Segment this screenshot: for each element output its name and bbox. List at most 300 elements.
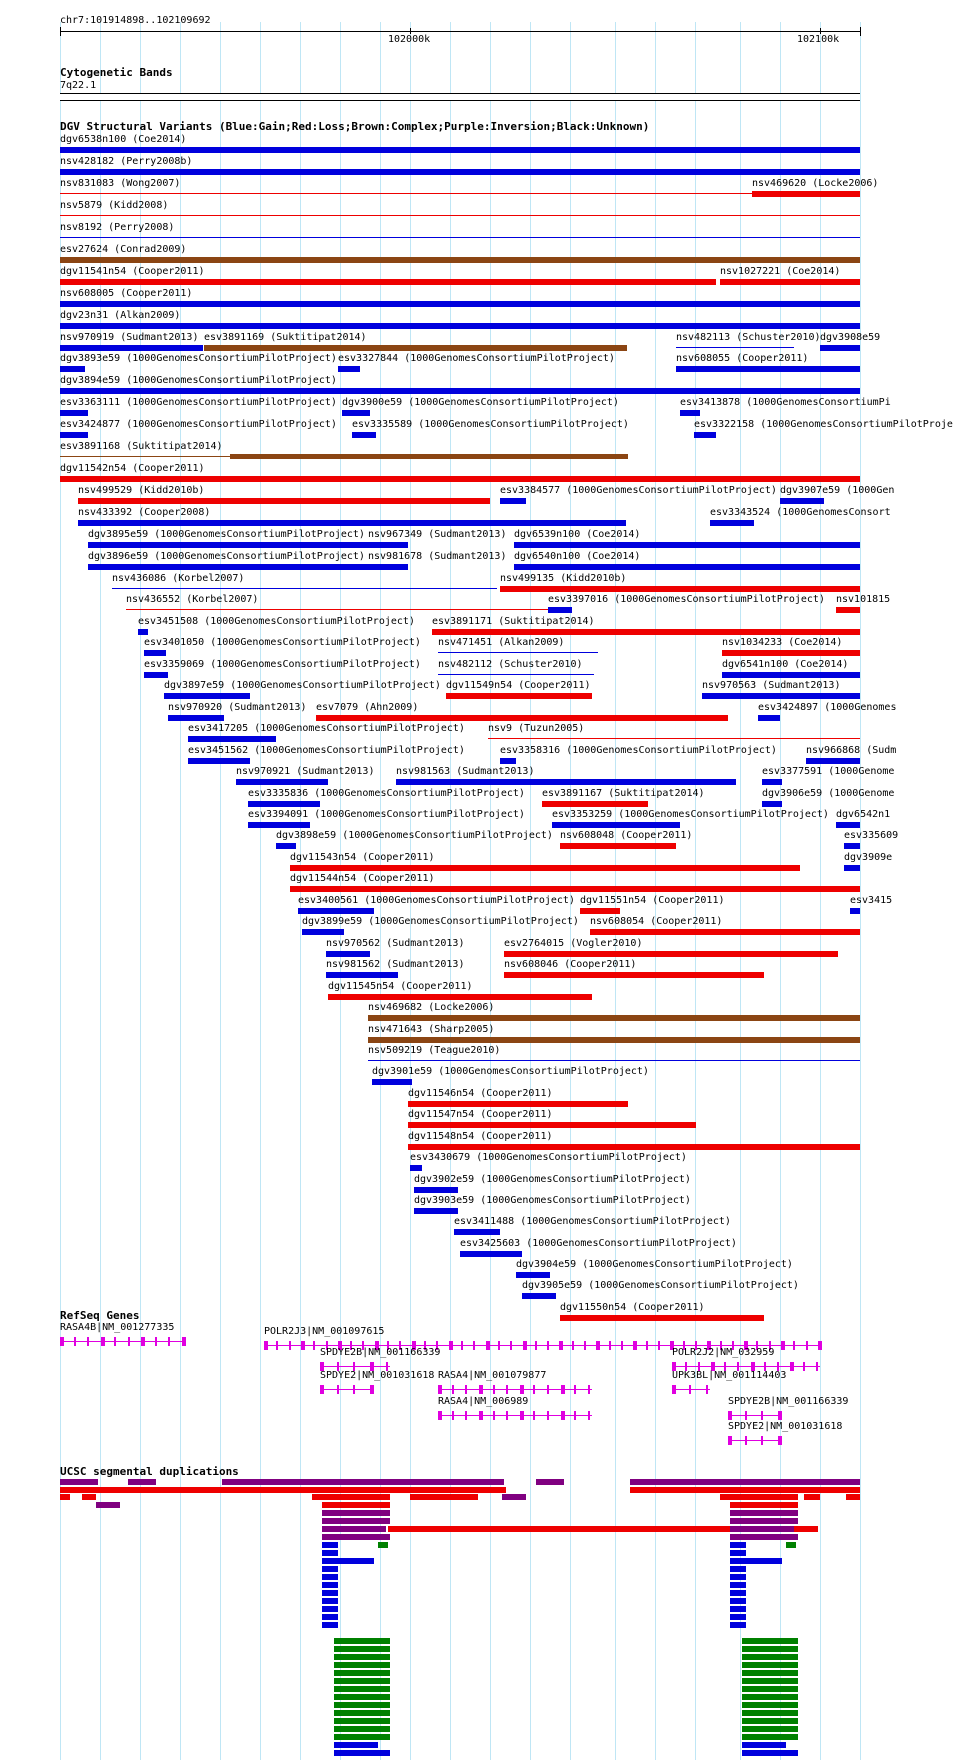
segdup-feature[interactable]	[322, 1566, 338, 1572]
refseq-gene-label: UPK3BL|NM_001114403	[672, 1370, 787, 1381]
dgv-feature-bar[interactable]	[694, 432, 716, 438]
refseq-track-title: RefSeq Genes	[60, 1309, 140, 1322]
gene-exon	[689, 1385, 691, 1394]
segdup-feature[interactable]	[730, 1622, 746, 1628]
segdup-feature[interactable]	[322, 1502, 390, 1508]
dgv-feature-bar[interactable]	[338, 366, 360, 372]
segdup-feature[interactable]	[786, 1542, 796, 1548]
segdup-feature[interactable]	[742, 1678, 798, 1684]
dgv-feature-label: nsv9 (Tuzun2005)	[488, 723, 585, 734]
dgv-feature-bar[interactable]	[60, 147, 860, 153]
gene-exon	[523, 1341, 527, 1350]
gene-exon	[588, 1411, 590, 1420]
gene-intron-line	[438, 1389, 592, 1390]
dgv-feature-bar[interactable]	[590, 929, 860, 935]
dgv-feature-bar[interactable]	[836, 607, 860, 613]
gene-exon	[561, 1385, 565, 1394]
dgv-feature-label: esv3411488 (1000GenomesConsortiumPilotProject)	[454, 1216, 731, 1227]
dgv-feature-bar[interactable]	[438, 652, 598, 653]
segdup-feature[interactable]	[334, 1750, 390, 1756]
gene-exon	[452, 1385, 454, 1394]
segdup-feature[interactable]	[730, 1574, 746, 1580]
gene-exon	[778, 1436, 782, 1445]
dgv-feature-bar[interactable]	[454, 1229, 500, 1235]
dgv-feature-bar[interactable]	[60, 432, 88, 438]
dgv-feature-label: dgv3907e59 (1000Gen	[780, 485, 895, 496]
dgv-feature-bar[interactable]	[328, 994, 592, 1000]
segdup-feature[interactable]	[730, 1542, 746, 1548]
gene-exon	[547, 1411, 549, 1420]
dgv-feature-label: dgv11542n54 (Cooper2011)	[60, 463, 205, 474]
dgv-feature-label: dgv11551n54 (Cooper2011)	[580, 895, 725, 906]
refseq-gene-label: POLR2J3|NM_001097615	[264, 1326, 385, 1337]
segdup-feature[interactable]	[630, 1487, 860, 1493]
segdup-feature[interactable]	[82, 1494, 96, 1500]
segdup-feature[interactable]	[128, 1479, 156, 1485]
dgv-feature-label: nsv101815	[836, 594, 891, 605]
dgv-feature-bar[interactable]	[680, 410, 700, 416]
dgv-feature-bar[interactable]	[60, 215, 860, 216]
segdup-feature[interactable]	[322, 1574, 338, 1580]
dgv-feature-label: nsv981563 (Sudmant2013)	[396, 766, 535, 777]
dgv-feature-bar[interactable]	[60, 456, 628, 457]
dgv-feature-bar[interactable]	[372, 1079, 412, 1085]
gene-exon	[465, 1411, 467, 1420]
dgv-feature-label: nsv981562 (Sudmant2013)	[326, 959, 465, 970]
dgv-feature-label: esv3359069 (1000GenomesConsortiumPilotProject)	[144, 659, 421, 670]
segdup-feature[interactable]	[490, 1487, 504, 1493]
dgv-feature-bar[interactable]	[542, 801, 648, 807]
dgv-feature-label: esv3424897 (1000Genomes	[758, 702, 897, 713]
dgv-feature-bar[interactable]	[820, 345, 860, 351]
dgv-feature-bar[interactable]	[112, 588, 497, 589]
dgv-feature-bar[interactable]	[752, 191, 860, 197]
gene-exon	[168, 1337, 170, 1346]
dgv-feature-label: nsv967349 (Sudmant2013)	[368, 529, 507, 540]
dgv-feature-bar[interactable]	[460, 1251, 522, 1257]
dgv-feature-label: esv3363111 (1000GenomesConsortiumPilotProject)	[60, 397, 337, 408]
dgv-feature-bar[interactable]	[410, 1165, 422, 1171]
gene-exon	[728, 1436, 732, 1445]
dgv-feature-bar[interactable]	[368, 1015, 860, 1021]
segdup-feature[interactable]	[334, 1742, 378, 1748]
refseq-gene-model[interactable]	[320, 1385, 374, 1393]
dgv-feature-label: dgv11543n54 (Cooper2011)	[290, 852, 435, 863]
segdup-feature[interactable]	[334, 1662, 390, 1668]
gene-exon	[438, 1411, 442, 1420]
dgv-feature-bar[interactable]	[408, 1101, 628, 1107]
dgv-feature-bar[interactable]	[60, 279, 716, 285]
dgv-feature-bar[interactable]	[290, 865, 800, 871]
gene-exon	[761, 1436, 763, 1445]
segdup-feature[interactable]	[60, 1479, 98, 1485]
dgv-feature-label: dgv3904e59 (1000GenomesConsortiumPilotProject)	[516, 1259, 793, 1270]
dgv-feature-bar[interactable]	[290, 886, 860, 892]
dgv-feature-bar[interactable]	[516, 1272, 550, 1278]
segdup-feature[interactable]	[322, 1590, 338, 1596]
dgv-feature-bar[interactable]	[60, 257, 860, 263]
segdup-track-title: UCSC segmental duplications	[60, 1465, 239, 1478]
segdup-feature[interactable]	[730, 1566, 746, 1572]
segdup-feature[interactable]	[742, 1662, 798, 1668]
dgv-feature-label: dgv3906e59 (1000Genome	[762, 788, 895, 799]
gene-exon	[493, 1385, 495, 1394]
gene-exon	[745, 1436, 747, 1445]
dgv-feature-bar[interactable]	[676, 347, 794, 348]
refseq-gene-model[interactable]	[728, 1436, 782, 1444]
dgv-feature-bar[interactable]	[144, 672, 168, 678]
segdup-feature[interactable]	[334, 1670, 390, 1676]
gene-exon	[559, 1341, 563, 1350]
dgv-feature-bar[interactable]	[514, 542, 860, 548]
dgv-feature-bar[interactable]	[722, 672, 860, 678]
dgv-feature-bar[interactable]	[560, 843, 676, 849]
dgv-feature-bar[interactable]	[836, 822, 860, 828]
gene-exon	[596, 1341, 600, 1350]
dgv-feature-bar[interactable]	[138, 629, 148, 635]
segdup-feature[interactable]	[334, 1686, 390, 1692]
dgv-feature-label: nsv482113 (Schuster2010)	[676, 332, 821, 343]
segdup-feature[interactable]	[730, 1534, 798, 1540]
segdup-feature[interactable]	[742, 1638, 798, 1644]
gene-exon	[370, 1385, 374, 1394]
dgv-feature-bar[interactable]	[368, 542, 408, 548]
dgv-feature-bar[interactable]	[326, 972, 398, 978]
dgv-feature-bar[interactable]	[758, 715, 780, 721]
dgv-feature-label: dgv6540n100 (Coe2014)	[514, 551, 641, 562]
dgv-feature-bar[interactable]	[552, 822, 680, 828]
segdup-feature[interactable]	[730, 1526, 794, 1532]
dgv-feature-bar[interactable]	[850, 908, 860, 914]
dgv-feature-bar[interactable]	[432, 629, 860, 635]
dgv-track-title: DGV Structural Variants (Blue:Gain;Red:Loss;Brown:Complex;Purple:Inversion;Black:Unknown)	[60, 120, 650, 133]
dgv-feature-bar[interactable]	[60, 237, 860, 238]
dgv-feature-label: nsv608055 (Cooper2011)	[676, 353, 809, 364]
dgv-feature-label: nsv471643 (Sharp2005)	[368, 1024, 495, 1035]
dgv-feature-bar[interactable]	[676, 366, 860, 372]
dgv-feature-bar[interactable]	[204, 345, 627, 351]
dgv-feature-bar[interactable]	[720, 279, 860, 285]
segdup-feature[interactable]	[334, 1726, 390, 1732]
dgv-feature-bar[interactable]	[762, 801, 782, 807]
dgv-feature-bar[interactable]	[702, 693, 860, 699]
dgv-feature-bar[interactable]	[298, 908, 374, 914]
segdup-feature[interactable]	[322, 1558, 374, 1564]
gene-exon	[816, 1362, 818, 1371]
dgv-feature-bar[interactable]	[722, 650, 860, 656]
dgv-feature-bar[interactable]	[60, 388, 860, 394]
dgv-feature-label: nsv482112 (Schuster2010)	[438, 659, 583, 670]
refseq-gene-label: SPDYE2B|NM_001166339	[320, 1347, 441, 1358]
dgv-feature-bar[interactable]	[144, 650, 166, 656]
gene-exon	[465, 1385, 467, 1394]
dgv-feature-bar[interactable]	[276, 843, 296, 849]
segdup-feature[interactable]	[502, 1494, 526, 1500]
segdup-feature[interactable]	[322, 1526, 386, 1532]
segdup-feature[interactable]	[742, 1726, 798, 1732]
refseq-gene-label: SPDYE2B|NM_001166339	[728, 1396, 849, 1407]
dgv-feature-label: nsv436552 (Korbel2007)	[126, 594, 259, 605]
segdup-feature[interactable]	[742, 1686, 798, 1692]
segdup-feature[interactable]	[322, 1550, 338, 1556]
dgv-feature-bar[interactable]	[126, 609, 560, 610]
dgv-feature-label: esv3891167 (Suktitipat2014)	[542, 788, 705, 799]
dgv-feature-label: nsv981678 (Sudmant2013)	[368, 551, 507, 562]
segdup-feature[interactable]	[322, 1518, 390, 1524]
segdup-feature[interactable]	[312, 1494, 390, 1500]
segdup-feature[interactable]	[730, 1550, 746, 1556]
dgv-feature-label: nsv831083 (Wong2007)	[60, 178, 181, 189]
gene-intron-line	[728, 1415, 782, 1416]
dgv-feature-label: dgv11546n54 (Cooper2011)	[408, 1088, 553, 1099]
dgv-feature-label: nsv469682 (Locke2006)	[368, 1002, 495, 1013]
dgv-feature-bar[interactable]	[844, 865, 860, 871]
dgv-feature-bar[interactable]	[60, 366, 85, 372]
dgv-feature-label: esv3425603 (1000GenomesConsortiumPilotProject)	[460, 1238, 737, 1249]
segdup-feature[interactable]	[730, 1518, 798, 1524]
segdup-feature[interactable]	[322, 1534, 390, 1540]
segdup-feature[interactable]	[334, 1646, 390, 1652]
segdup-feature[interactable]	[60, 1494, 70, 1500]
segdup-feature[interactable]	[322, 1614, 338, 1620]
gene-exon	[706, 1385, 708, 1394]
segdup-feature[interactable]	[322, 1510, 390, 1516]
dgv-feature-label: nsv428182 (Perry2008b)	[60, 156, 193, 167]
dgv-feature-bar[interactable]	[368, 1060, 860, 1061]
segdup-feature[interactable]	[742, 1742, 786, 1748]
dgv-feature-bar[interactable]	[844, 843, 860, 849]
segdup-feature[interactable]	[742, 1646, 798, 1652]
dgv-feature-bar[interactable]	[164, 693, 250, 699]
segdup-feature[interactable]	[334, 1702, 390, 1708]
segdup-feature[interactable]	[730, 1502, 798, 1508]
dgv-feature-label: esv3400561 (1000GenomesConsortiumPilotProject)	[298, 895, 575, 906]
segdup-feature[interactable]	[730, 1598, 746, 1604]
segdup-feature[interactable]	[334, 1710, 390, 1716]
dgv-feature-label: esv3430679 (1000GenomesConsortiumPilotProject)	[410, 1152, 687, 1163]
gene-intron-line	[264, 1345, 822, 1346]
dgv-feature-bar[interactable]	[60, 301, 860, 307]
segdup-feature[interactable]	[730, 1582, 746, 1588]
refseq-gene-model[interactable]	[672, 1385, 710, 1393]
gene-exon	[506, 1385, 508, 1394]
ruler-tick-label: 102000k	[388, 34, 431, 45]
dgv-feature-bar[interactable]	[188, 758, 250, 764]
dgv-feature-bar[interactable]	[368, 564, 408, 570]
segdup-feature[interactable]	[742, 1694, 798, 1700]
gene-exon	[101, 1337, 105, 1346]
segdup-feature[interactable]	[742, 1734, 798, 1740]
segdup-feature[interactable]	[322, 1542, 338, 1548]
dgv-feature-label: nsv608005 (Cooper2011)	[60, 288, 193, 299]
segdup-feature[interactable]	[536, 1479, 564, 1485]
cytoband-label: 7q22.1	[60, 80, 97, 91]
gene-exon	[533, 1411, 535, 1420]
gene-exon	[806, 1341, 808, 1350]
dgv-feature-bar[interactable]	[414, 1187, 458, 1193]
dgv-feature-bar[interactable]	[60, 410, 88, 416]
dgv-feature-bar[interactable]	[504, 951, 838, 957]
cytoband-bar[interactable]	[60, 93, 860, 101]
segdup-feature[interactable]	[630, 1479, 860, 1485]
gene-exon	[510, 1341, 512, 1350]
gene-exon	[479, 1385, 483, 1394]
segdup-feature[interactable]	[730, 1590, 746, 1596]
refseq-gene-model[interactable]	[438, 1411, 592, 1419]
dgv-feature-bar[interactable]	[302, 929, 344, 935]
segdup-feature[interactable]	[846, 1494, 860, 1500]
dgv-feature-bar[interactable]	[60, 169, 860, 175]
dgv-feature-bar[interactable]	[514, 564, 860, 570]
dgv-feature-label: esv27624 (Conrad2009)	[60, 244, 187, 255]
refseq-gene-label: RASA4B|NM_001277335	[60, 1322, 175, 1333]
gene-exon	[301, 1341, 305, 1350]
segdup-feature[interactable]	[322, 1582, 338, 1588]
dgv-feature-label: dgv3899e59 (1000GenomesConsortiumPilotProject)	[302, 916, 579, 927]
dgv-feature-label: nsv8192 (Perry2008)	[60, 222, 175, 233]
segdup-feature[interactable]	[742, 1670, 798, 1676]
dgv-feature-bar[interactable]	[408, 1144, 860, 1150]
segdup-feature[interactable]	[720, 1494, 798, 1500]
dgv-feature-label: dgv3896e59 (1000GenomesConsortiumPilotProject)	[88, 551, 365, 562]
dgv-feature-bar[interactable]	[60, 193, 860, 194]
segdup-feature[interactable]	[334, 1718, 390, 1724]
dgv-feature-bar[interactable]	[446, 693, 592, 699]
gene-exon	[574, 1385, 576, 1394]
dgv-feature-label: dgv6541n100 (Coe2014)	[722, 659, 849, 670]
dgv-feature-bar[interactable]	[806, 758, 860, 764]
dgv-feature-label: nsv966868 (Sudm	[806, 745, 897, 756]
dgv-feature-bar[interactable]	[60, 476, 860, 482]
dgv-feature-bar[interactable]	[500, 758, 516, 764]
dgv-feature-label: esv3415	[850, 895, 893, 906]
dgv-feature-bar[interactable]	[88, 564, 368, 570]
dgv-feature-bar[interactable]	[580, 908, 620, 914]
segdup-feature[interactable]	[742, 1654, 798, 1660]
dgv-feature-bar[interactable]	[78, 520, 626, 526]
dgv-feature-label: esv3377591 (1000Genome	[762, 766, 895, 777]
dgv-feature-label: nsv433392 (Cooper2008)	[78, 507, 211, 518]
dgv-feature-bar[interactable]	[488, 738, 860, 739]
segdup-feature[interactable]	[730, 1606, 746, 1612]
dgv-feature-label: dgv6539n100 (Coe2014)	[514, 529, 641, 540]
gene-exon	[561, 1411, 565, 1420]
dgv-feature-bar[interactable]	[248, 822, 310, 828]
segdup-feature[interactable]	[730, 1510, 798, 1516]
dgv-feature-bar[interactable]	[408, 1122, 696, 1128]
refseq-gene-model[interactable]	[728, 1411, 782, 1419]
refseq-gene-model[interactable]	[320, 1362, 390, 1370]
dgv-feature-bar[interactable]	[522, 1293, 556, 1299]
segdup-feature[interactable]	[410, 1494, 478, 1500]
dgv-feature-bar[interactable]	[60, 345, 203, 351]
dgv-feature-label: esv3413878 (1000GenomesConsortiumPi	[680, 397, 891, 408]
dgv-feature-bar[interactable]	[414, 1208, 458, 1214]
dgv-feature-bar[interactable]	[78, 498, 490, 504]
gene-exon	[609, 1341, 611, 1350]
dgv-feature-bar[interactable]	[352, 432, 376, 438]
dgv-feature-label: nsv499529 (Kidd2010b)	[78, 485, 205, 496]
dgv-feature-bar[interactable]	[710, 520, 754, 526]
dgv-feature-bar[interactable]	[60, 323, 860, 329]
dgv-feature-bar[interactable]	[438, 674, 594, 675]
gene-exon	[87, 1337, 89, 1346]
dgv-feature-bar[interactable]	[780, 498, 824, 504]
gene-exon	[506, 1411, 508, 1420]
dgv-feature-bar[interactable]	[368, 1037, 860, 1043]
ruler-left-arrow	[60, 27, 61, 36]
dgv-feature-bar[interactable]	[500, 586, 860, 592]
dgv-feature-label: dgv11549n54 (Cooper2011)	[446, 680, 591, 691]
gene-exon	[114, 1337, 116, 1346]
dgv-feature-bar[interactable]	[88, 542, 368, 548]
segdup-feature[interactable]	[334, 1654, 390, 1660]
segdup-feature[interactable]	[742, 1710, 798, 1716]
dgv-feature-label: nsv471451 (Alkan2009)	[438, 637, 565, 648]
dgv-feature-label: dgv3905e59 (1000GenomesConsortiumPilotProject)	[522, 1280, 799, 1291]
dgv-feature-label: dgv3895e59 (1000GenomesConsortiumPilotProject)	[88, 529, 365, 540]
gene-exon	[128, 1337, 130, 1346]
dgv-feature-bar[interactable]	[560, 1315, 764, 1321]
gene-exon	[547, 1385, 549, 1394]
gene-exon	[461, 1341, 463, 1350]
dgv-feature-bar[interactable]	[188, 736, 276, 742]
segdup-feature[interactable]	[322, 1606, 338, 1612]
gene-exon	[633, 1341, 637, 1350]
dgv-feature-bar[interactable]	[504, 972, 764, 978]
gene-intron-line	[672, 1389, 710, 1390]
segdup-feature[interactable]	[222, 1479, 504, 1485]
refseq-gene-model[interactable]	[60, 1337, 186, 1345]
gene-intron-line	[320, 1366, 390, 1367]
refseq-gene-model[interactable]	[438, 1385, 592, 1393]
dgv-feature-bar[interactable]	[500, 498, 526, 504]
gene-intron-line	[320, 1389, 374, 1390]
dgv-feature-label: nsv436086 (Korbel2007)	[112, 573, 245, 584]
segdup-feature[interactable]	[730, 1614, 746, 1620]
ruler-position: chr7:101914898..102109692	[60, 15, 211, 26]
segdup-feature[interactable]	[334, 1734, 390, 1740]
segdup-feature[interactable]	[334, 1678, 390, 1684]
dgv-feature-bar[interactable]	[548, 607, 572, 613]
refseq-gene-model[interactable]	[672, 1362, 820, 1370]
segdup-feature[interactable]	[334, 1694, 390, 1700]
segdup-feature[interactable]	[742, 1750, 798, 1756]
dgv-feature-bar[interactable]	[236, 779, 328, 785]
dgv-feature-label: esv3335589 (1000GenomesConsortiumPilotProject)	[352, 419, 629, 430]
dgv-feature-bar[interactable]	[342, 410, 370, 416]
dgv-feature-bar[interactable]	[326, 951, 370, 957]
segdup-feature[interactable]	[334, 1638, 390, 1644]
segdup-feature[interactable]	[742, 1718, 798, 1724]
dgv-feature-label: esv3401050 (1000GenomesConsortiumPilotProject)	[144, 637, 421, 648]
segdup-feature[interactable]	[378, 1542, 388, 1548]
segdup-feature[interactable]	[742, 1702, 798, 1708]
segdup-feature[interactable]	[96, 1502, 120, 1508]
dgv-feature-label: nsv608048 (Cooper2011)	[560, 830, 693, 841]
segdup-feature[interactable]	[60, 1487, 506, 1493]
segdup-feature[interactable]	[730, 1558, 782, 1564]
dgv-feature-bar[interactable]	[168, 715, 224, 721]
dgv-feature-bar[interactable]	[762, 779, 782, 785]
dgv-feature-bar[interactable]	[316, 715, 728, 721]
gene-exon	[672, 1385, 676, 1394]
segdup-feature[interactable]	[804, 1494, 820, 1500]
dgv-feature-bar[interactable]	[248, 801, 320, 807]
dgv-feature-bar[interactable]	[396, 779, 736, 785]
segdup-feature[interactable]	[322, 1622, 338, 1628]
segdup-feature[interactable]	[322, 1598, 338, 1604]
